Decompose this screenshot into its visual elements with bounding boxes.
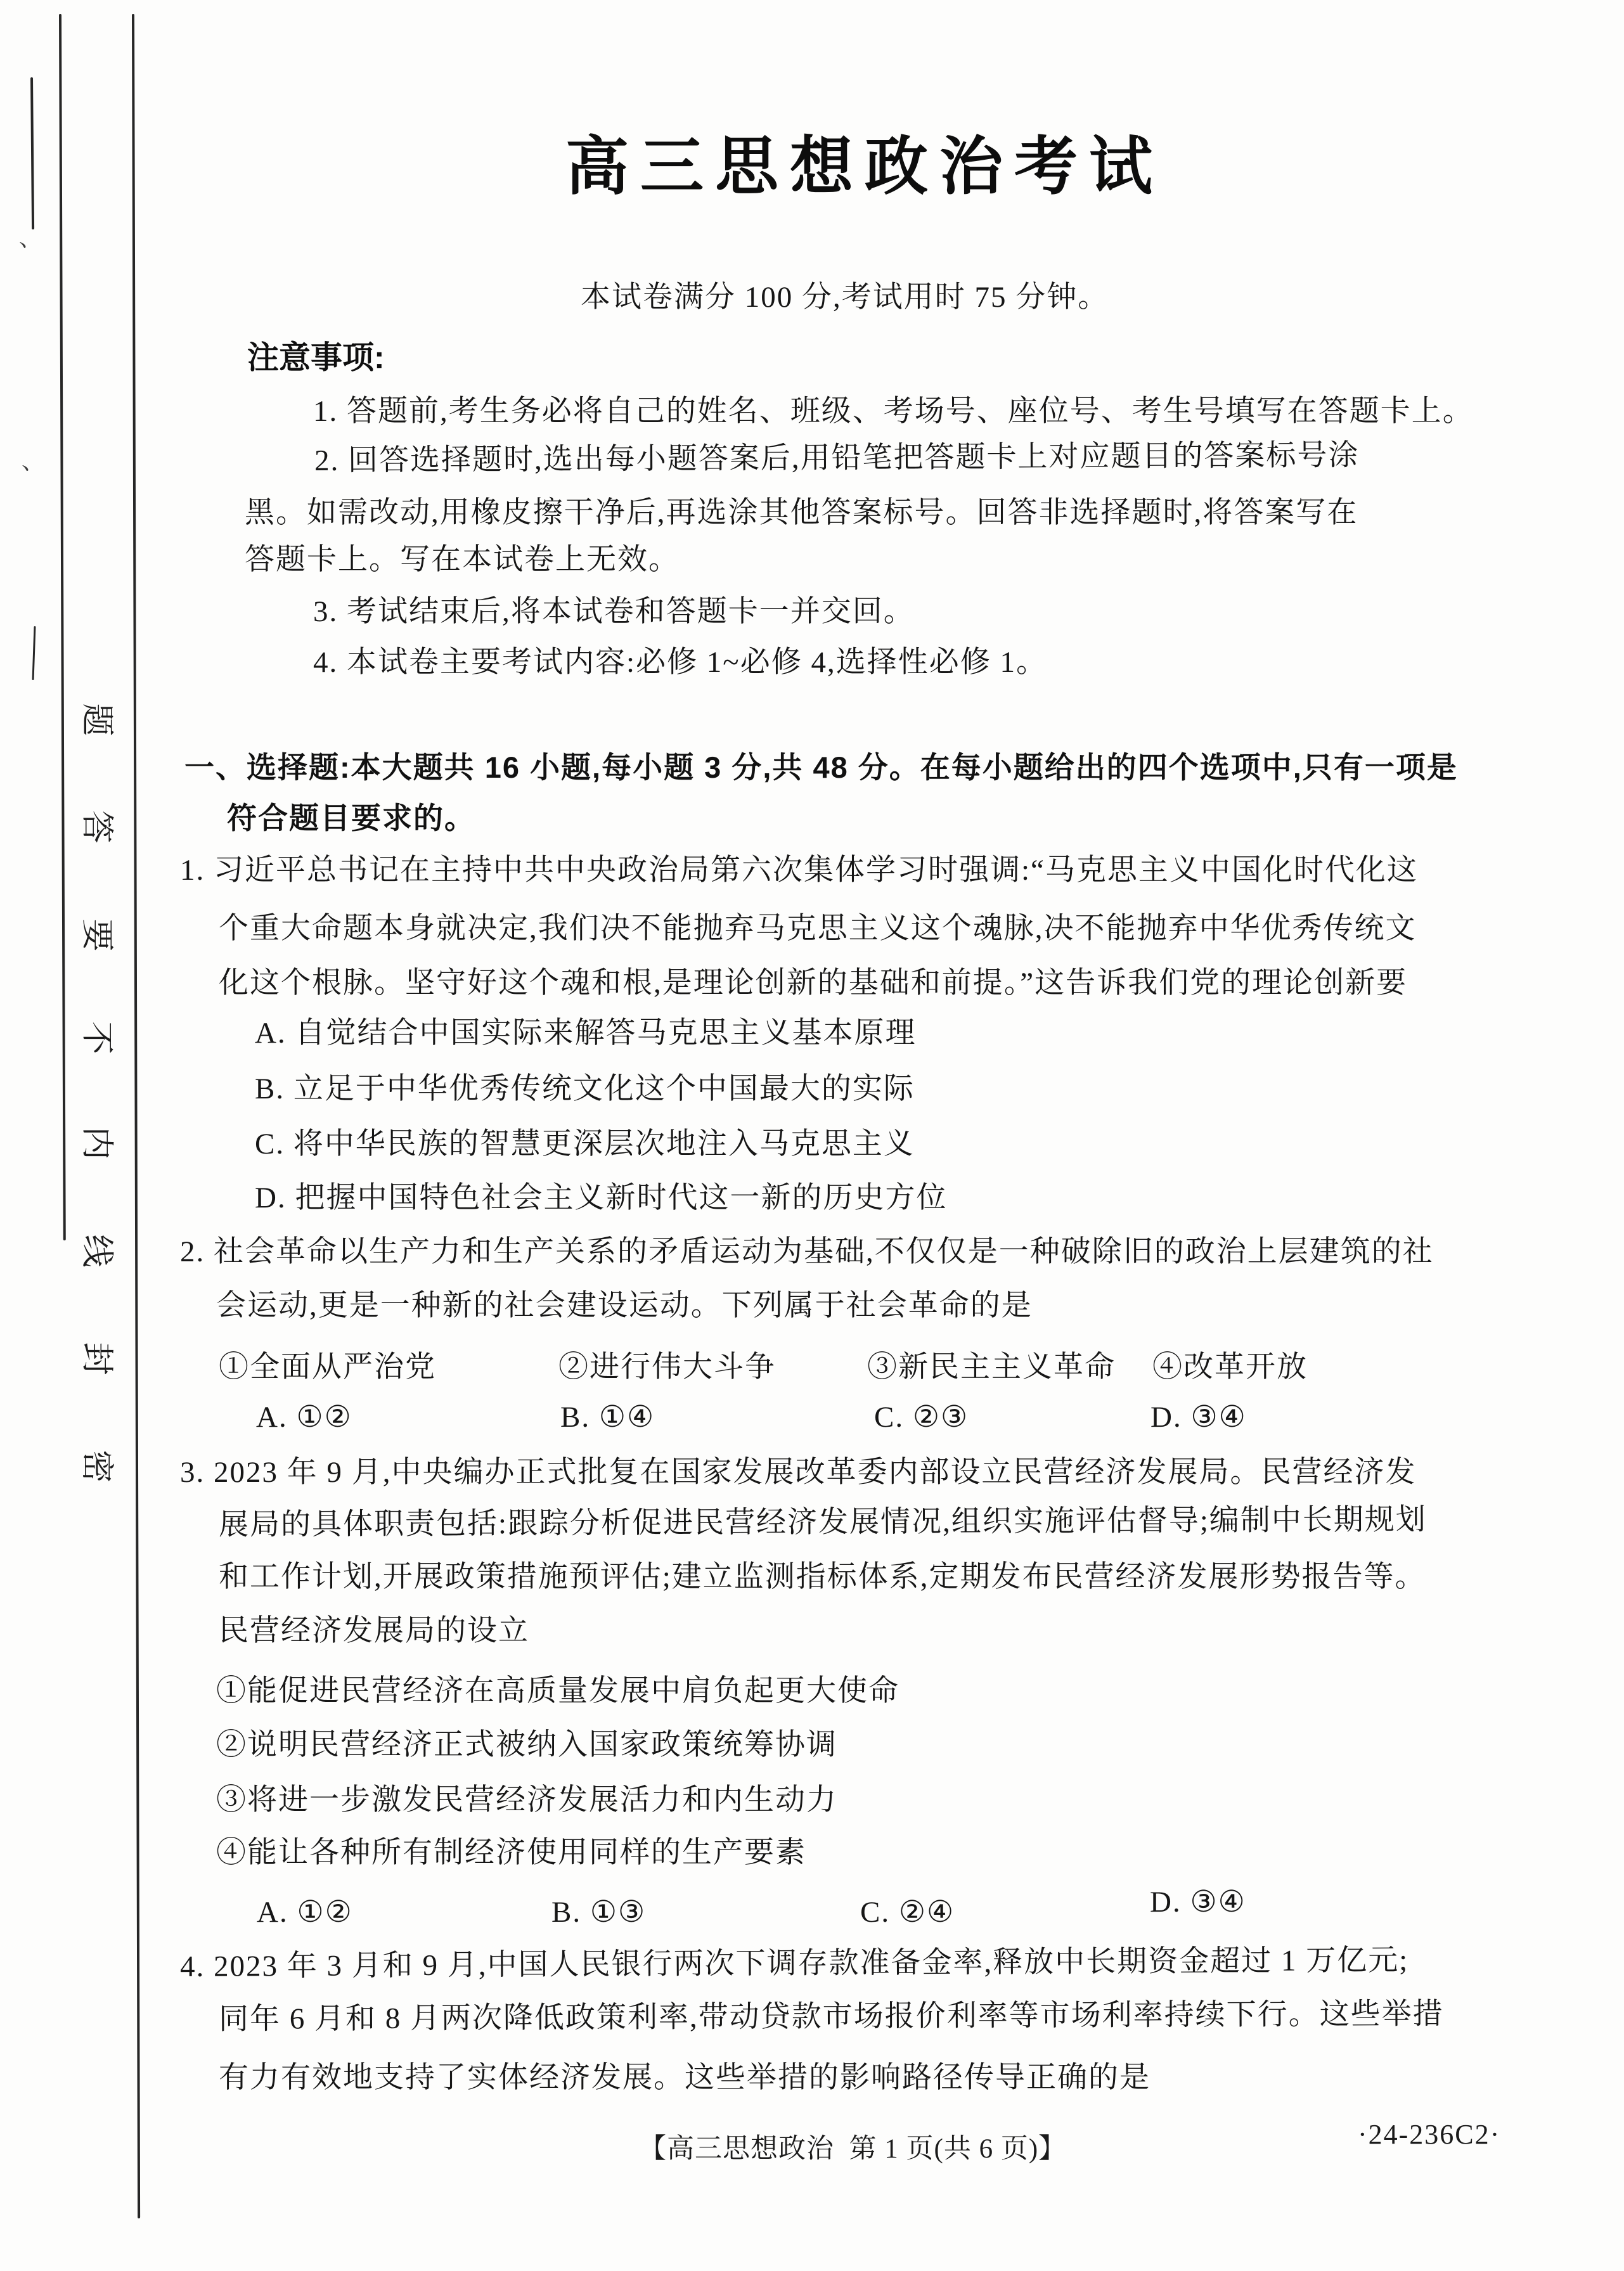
- q3-statement-4: ④能让各种所有制经济使用同样的生产要素: [216, 1836, 806, 1869]
- q3-option-c: C. ②④: [860, 1896, 955, 1929]
- question-3-line-1: 3. 2023 年 9 月,中央编办正式批复在国家发展改革委内部设立民营经济发展局。民营经济发: [180, 1456, 1417, 1489]
- q2-statement-4: ④改革开放: [1152, 1351, 1308, 1384]
- q3-statement-2: ②说明民营经济正式被纳入国家政策统筹协调: [216, 1728, 837, 1761]
- seal-band-char: 内: [78, 1126, 115, 1160]
- q1-option-d: D. 把握中国特色社会主义新时代这一新的历史方位: [255, 1181, 948, 1214]
- q1-option-c: C. 将中华民族的智慧更深层次地注入马克思主义: [255, 1128, 915, 1161]
- question-1-line-1: 1. 习近平总书记在主持中共中央政治局第六次集体学习时强调:“马克思主义中国化时代化这: [180, 854, 1418, 887]
- question-1-line-2: 个重大命题本身就决定,我们决不能抛弃马克思主义这个魂脉,决不能抛弃中华优秀传统文: [219, 912, 1417, 945]
- seal-line-short: [30, 77, 34, 229]
- notice-item-4: 4. 本试卷主要考试内容:必修 1~必修 4,选择性必修 1。: [313, 646, 1047, 679]
- q2-statement-2: ②进行伟大斗争: [558, 1351, 776, 1384]
- q3-statement-3: ③将进一步激发民营经济发展活力和内生动力: [216, 1784, 837, 1817]
- seal-band-char: 线: [78, 1234, 115, 1268]
- footer-page-label: 【高三思想政治 第 1 页(共 6 页)】: [639, 2134, 1067, 2164]
- seal-line-outer: [59, 14, 66, 1240]
- notice-item-2-line-3: 答题卡上。写在本试卷上无效。: [245, 543, 680, 576]
- seal-band-char: 答: [78, 810, 115, 844]
- seal-band-char: 密: [78, 1450, 115, 1483]
- notice-heading: 注意事项:: [247, 340, 385, 375]
- question-2-line-2: 会运动,更是一种新的社会建设运动。下列属于社会革命的是: [216, 1289, 1033, 1322]
- scan-artifact-mark: 、: [19, 226, 42, 251]
- question-3-line-4: 民营经济发展局的设立: [219, 1614, 529, 1647]
- seal-band-char: 不: [78, 1021, 115, 1055]
- q1-option-b: B. 立足于中华优秀传统文化这个中国最大的实际: [255, 1072, 915, 1105]
- exam-title: 高三思想政治考试: [565, 131, 1164, 202]
- seal-band-char: 封: [78, 1342, 115, 1375]
- question-4-line-3: 有力有效地支持了实体经济发展。这些举措的影响路径传导正确的是: [219, 2061, 1150, 2094]
- q3-option-a: A. ①②: [257, 1896, 353, 1929]
- section-1-heading-line-2: 符合题目要求的。: [227, 801, 475, 835]
- seal-band-char: 题: [78, 703, 115, 737]
- q2-option-d: D. ③④: [1150, 1401, 1247, 1434]
- notice-item-1: 1. 答题前,考生务必将自己的姓名、班级、考场号、座位号、考生号填写在答题卡上。: [313, 395, 1474, 428]
- seal-band-char: 要: [78, 918, 115, 952]
- q3-option-b: B. ①③: [551, 1896, 647, 1929]
- question-2-line-1: 2. 社会革命以生产力和生产关系的矛盾运动为基础,不仅仅是一种破除旧的政治上层建筑的社: [180, 1235, 1434, 1268]
- scan-artifact-dash: [32, 626, 36, 680]
- question-1-line-3: 化这个根脉。坚守好这个魂和根,是理论创新的基础和前提。”这告诉我们党的理论创新要: [219, 967, 1408, 1000]
- q2-option-b: B. ①④: [560, 1401, 655, 1434]
- exam-subtitle: 本试卷满分 100 分,考试用时 75 分钟。: [581, 281, 1109, 314]
- q2-option-a: A. ①②: [256, 1401, 352, 1434]
- q2-statement-3: ③新民主主义革命: [867, 1351, 1116, 1384]
- notice-item-3: 3. 考试结束后,将本试卷和答题卡一并交回。: [313, 595, 915, 628]
- q2-option-c: C. ②③: [874, 1401, 969, 1434]
- footer-paper-code: ·24-236C2·: [1358, 2119, 1501, 2150]
- notice-item-2-line-2: 黑。如需改动,用橡皮擦干净后,再选涂其他答案标号。回答非选择题时,将答案写在: [245, 496, 1358, 529]
- question-3-line-2: 展局的具体职责包括:跟踪分析促进民营经济发展情况,组织实施评估督导;编制中长期规划: [218, 1503, 1427, 1541]
- seal-line-inner: [132, 14, 140, 2218]
- q1-option-a: A. 自觉结合中国实际来解答马克思主义基本原理: [255, 1017, 917, 1050]
- section-1-heading-line-1: 一、选择题:本大题共 16 小题,每小题 3 分,共 48 分。在每小题给出的四个选项中,只有一项是: [184, 750, 1458, 784]
- scan-artifact-mark: 、: [22, 449, 45, 474]
- q3-option-d: D. ③④: [1150, 1886, 1246, 1919]
- question-3-line-3: 和工作计划,开展政策措施预评估;建立监测指标体系,定期发布民营经济发展形势报告等。: [219, 1560, 1426, 1593]
- q3-statement-1: ①能促进民营经济在高质量发展中肩负起更大使命: [216, 1675, 899, 1708]
- question-4-line-2: 同年 6 月和 8 月两次降低政策利率,带动贷款市场报价利率等市场利率持续下行。这些举措: [218, 1997, 1444, 2036]
- notice-item-2-line-1: 2. 回答选择题时,选出每小题答案后,用铅笔把答题卡上对应题目的答案标号涂: [314, 439, 1360, 477]
- question-4-line-1: 4. 2023 年 3 月和 9 月,中国人民银行两次下调存款准备金率,释放中长期资金超过 1 万亿元;: [179, 1943, 1409, 1983]
- q2-statement-1: ①全面从严治党: [219, 1351, 436, 1384]
